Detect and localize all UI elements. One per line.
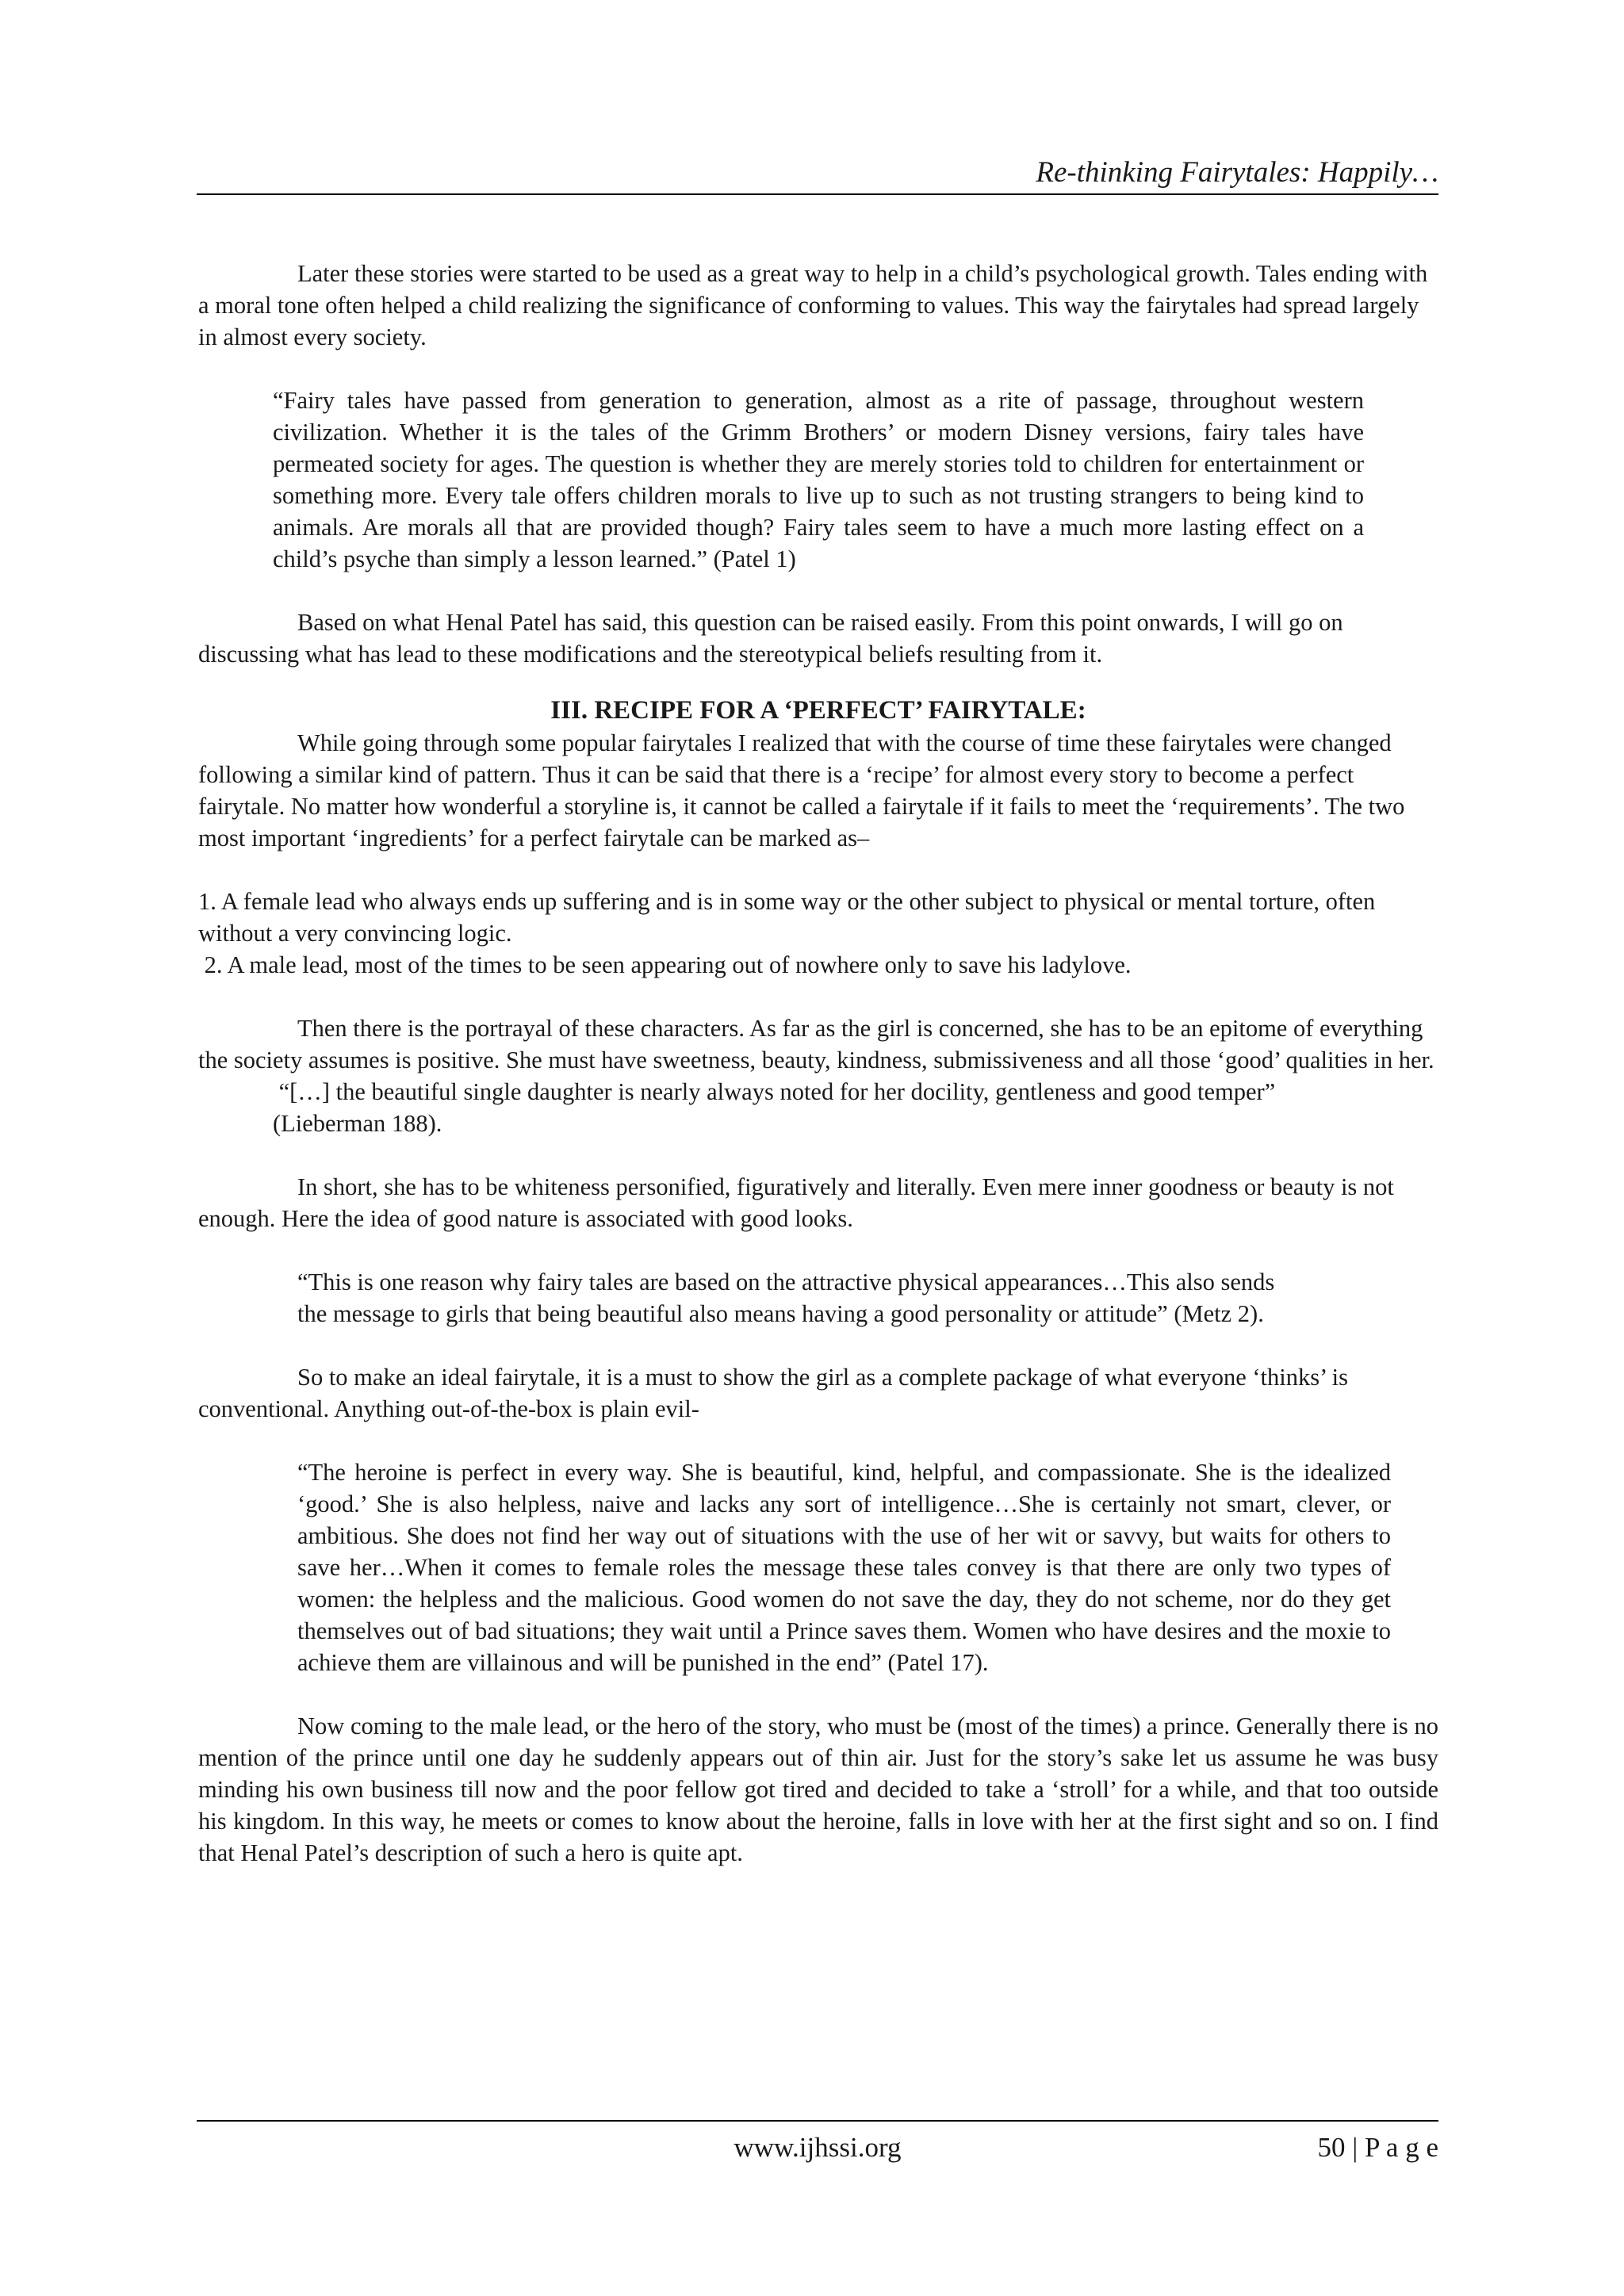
page-number: 50 | P a g e (1317, 2132, 1438, 2163)
page-footer (197, 2128, 1438, 2168)
paragraph-2: Based on what Henal Patel has said, this question can be raised easily. From this point onwards, I will go on discussing what has lead to these modifications and the stereotypical beliefs resulting from it. (198, 609, 1343, 668)
block-quote-patel-17: “The heroine is perfect in every way. She is beautiful, kind, helpful, and compassionate. She is the idealized ‘good.’ She is also helpless, naive and lacks any sort of intelligence…She is certainly not smart, clever, or ambitious. She does not find her way out of situations with the use of her wit or savvy, but waits for others to save her…When it comes to female roles the message these tales convey is that there are only two types of women: the helpless and the malicious. Good women do not save the day, they do not scheme, nor do they get themselves out of bad situations; they wait until a Prince saves them. Women who have desires and the moxie to achieve them are villainous and will be punished in the end” (Patel 17). (297, 1459, 1391, 1676)
journal-url: www.ijhssi.org (733, 2132, 902, 2163)
section-heading: III. RECIPE FOR A ‘PERFECT’ FAIRYTALE: (550, 696, 1086, 725)
block-quote-lieberman: “[…] the beautiful single daughter is nearly always noted for her docility, gentleness and good temper” (Lieberman 188). (273, 1078, 1281, 1137)
block-quote-patel-1: “Fairy tales have passed from generation to generation, almost as a rite of passage, throughout western civilization. Whether it is the tales of the Grimm Brothers’ or modern Disney versions, fairy tales have permeated society for ages. The question is whether they are merely stories told to children for entertainment or something more. Every tale offers children morals to live up to such as not trusting strangers to being kind to animals. Are morals all that are provided though? Fairy tales seem to have a much more lasting effect on a child’s psyche than simply a lesson learned.” (Patel 1) (273, 387, 1364, 572)
list-item-1: 1. A female lead who always ends up suffering and is in some way or the other subject to physical or mental torture, often without a very convincing logic. (198, 888, 1376, 947)
paragraph-4: Then there is the portrayal of these characters. As far as the girl is concerned, she has to be an epitome of everything the society assumes is positive. She must have sweetness, beauty, kindness, submissiveness and all those ‘good’ qualities in her. (198, 1015, 1434, 1073)
header-rule (197, 193, 1438, 195)
block-quote-metz: “This is one reason why fairy tales are based on the attractive physical appearances…This also sends the message to girls that being beautiful also means having a good personality or attitude” (Metz 2). (297, 1269, 1275, 1327)
paragraph-7: Now coming to the male lead, or the hero of the story, who must be (most of the times) a prince. Generally there is no mention of the prince until one day he suddenly appears out of thin air. Just for the story’s sake let us assume he was busy minding his own business till now and the poor fellow got tired and decided to take a ‘stroll’ for a while, and that too outside his kingdom. In this way, he meets or comes to know about the heroine, falls in love with her at the first sight and so on. I find that Henal Patel’s description of such a hero is quite apt. (198, 1712, 1438, 1866)
footer-rule (197, 2120, 1438, 2122)
list-item-2: 2. A male lead, most of the times to be seen appearing out of nowhere only to save his ladylove. (198, 951, 1132, 978)
paragraph-3: While going through some popular fairytales I realized that with the course of time these fairytales were changed following a similar kind of pattern. Thus it can be said that there is a ‘recipe’ for almost every story to become a perfect fairytale. No matter how wonderful a storyline is, it cannot be called a fairytale if it fails to meet the ‘requirements’. The two most important ‘ingredients’ for a perfect fairytale can be marked as– (198, 729, 1405, 851)
running-header: Re-thinking Fairytales: Happily… (1036, 156, 1438, 189)
body-text (198, 258, 1438, 1869)
paragraph-6: So to make an ideal fairytale, it is a must to show the girl as a complete package of what everyone ‘thinks’ is conventional. Anything out-of-the-box is plain evil- (198, 1364, 1348, 1422)
paragraph-5: In short, she has to be whiteness personified, figuratively and literally. Even mere inner goodness or beauty is not enough. Here the idea of good nature is associated with good looks. (198, 1173, 1394, 1232)
paragraph-1: Later these stories were started to be used as a great way to help in a child’s psychological growth. Tales ending with a moral tone often helped a child realizing the significance of conforming to values. This way the fairytales had spread largely in almost every society. (198, 260, 1428, 350)
